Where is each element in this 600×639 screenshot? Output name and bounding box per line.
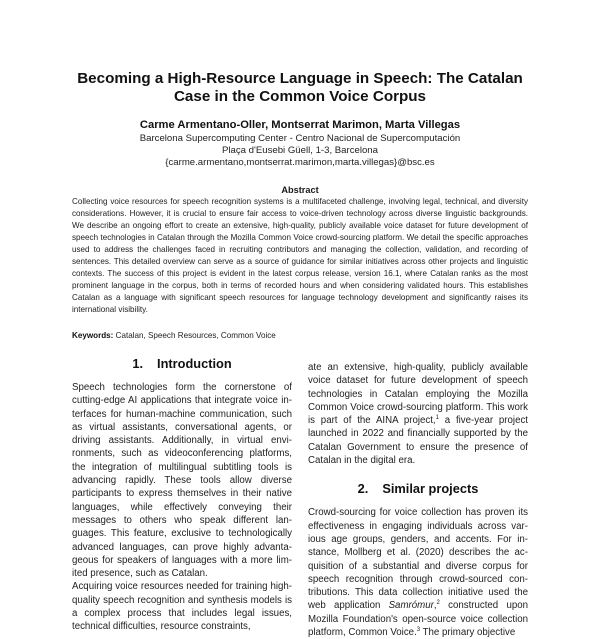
affiliation-address: Plaça d'Eusebi Güell, 1-3, Barcelona <box>222 145 378 156</box>
section-title: Similar projects <box>382 481 479 497</box>
section-heading-similar-projects <box>308 481 528 497</box>
section-title: Introduction <box>157 356 232 371</box>
affiliation-institution: Barcelona Supercomputing Center - Centro Nacional de Supercomputación <box>139 133 461 144</box>
abstract-text: Collecting voice resources for speech recognition systems is a multifaceted challenge, involving legal, technical, and diversity considerations. However, it is crucial to ensure fair access to voice-driven technology across diverse linguistic backgrounds. We describe an ongoing effort to create an extensive, high-quality, publicly available voice dataset for future development of speech technologies in Catalan through the Mozilla Common Voice crowd-sourcing platform. We detail the specific approaches used to address the challenges faced in recruiting contributors and managing the collection, validation, and recording of sentences. This detailed overview can serve as a source of guidance for similar initiatives across other projects and linguistic contexts. The success of this project is evident in the latest corpus release, version 16.1, where Catalan ranks as the most prominent language in the corpus, both in terms of recorded hours and when considering validated hours. This establishes Catalan as a language with significant speech resources for language technology development and significantly raises its international visibility. <box>72 197 528 314</box>
title-line-2: Case in the Common Voice Corpus <box>173 88 427 105</box>
section-heading-introduction <box>72 356 292 372</box>
keywords-label: Keywords: <box>72 331 114 340</box>
footnote-marker-3[interactable]: 3 <box>416 627 421 634</box>
abstract-heading: Abstract <box>281 185 319 195</box>
keywords-list: Catalan, Speech Resources, Common Voice <box>113 331 276 340</box>
author-list: Carme Armentano-Oller, Montserrat Marimon, Marta Villegas <box>139 119 461 131</box>
paper-title <box>60 70 540 106</box>
intro-continuation: ate an extensive, high-quality, publicly available voice dataset for future development of speech technologies in Catalan employing the Mozilla Common Voice crowd-sourcing platform. This work is part of the AINA project,$^1$ a five-year project launched in 2022 and financially supported by the Catalan Government to ensure the presence of Catalan in the digital era. <box>308 362 528 467</box>
section-number: 2. <box>357 481 369 497</box>
affiliation-email: {carme.armentano,montserrat.marimon,marta.villegas}@bsc.es <box>165 157 435 168</box>
samromur-name: Samrómur <box>388 600 434 612</box>
right-column <box>308 356 528 639</box>
footnote-marker-1[interactable]: 1 <box>435 415 439 422</box>
left-column <box>72 356 292 634</box>
keywords <box>72 330 528 342</box>
intro-paragraph-1: Speech technologies form the cornerstone of cutting-edge AI applications that integrate voice interfaces for human-machine communication, such as virtual assistants, conversational agents, or driving assistants. Additionally, in virtual environments, such as videoconferencing platforms, the integration of multilingual subtitling tools is advancing rapidly. These tools allow diverse participants to express themselves in their native languages, while effectively conveying their messages to others who speak different languages. This feature, exclusive to technologically advanced languages, can prove highly advantageous for speakers of languages with a more limited presence, such as Catalan. <box>72 382 292 580</box>
affiliation <box>60 133 540 169</box>
footnote-marker-2[interactable]: 2 <box>436 600 440 607</box>
section-number: 1. <box>132 356 144 371</box>
title-line-1: Becoming a High-Resource Language in Speech: The Catalan <box>77 70 523 87</box>
intro-paragraph-2: Acquiring voice resources needed for training high-quality speech recognition and synthesis models is a complex process that includes legal issues, technical difficulties, resource constraints, <box>72 581 292 633</box>
similar-projects-paragraph: Crowd-sourcing for voice collection has proven its effectiveness in engaging individuals across various age groups, genders, and accents. For instance, Mollberg et al. (2020) describes the acquisition of a substantial and diverse corpus for speech recognition through crowd-sourced contributions. This data collection initiative used the web application Samrómur,$^2$ constructed upon Mozilla Foundation's open-source voice collection platform, Common Voice.$^3$ The primary objective <box>308 507 528 639</box>
